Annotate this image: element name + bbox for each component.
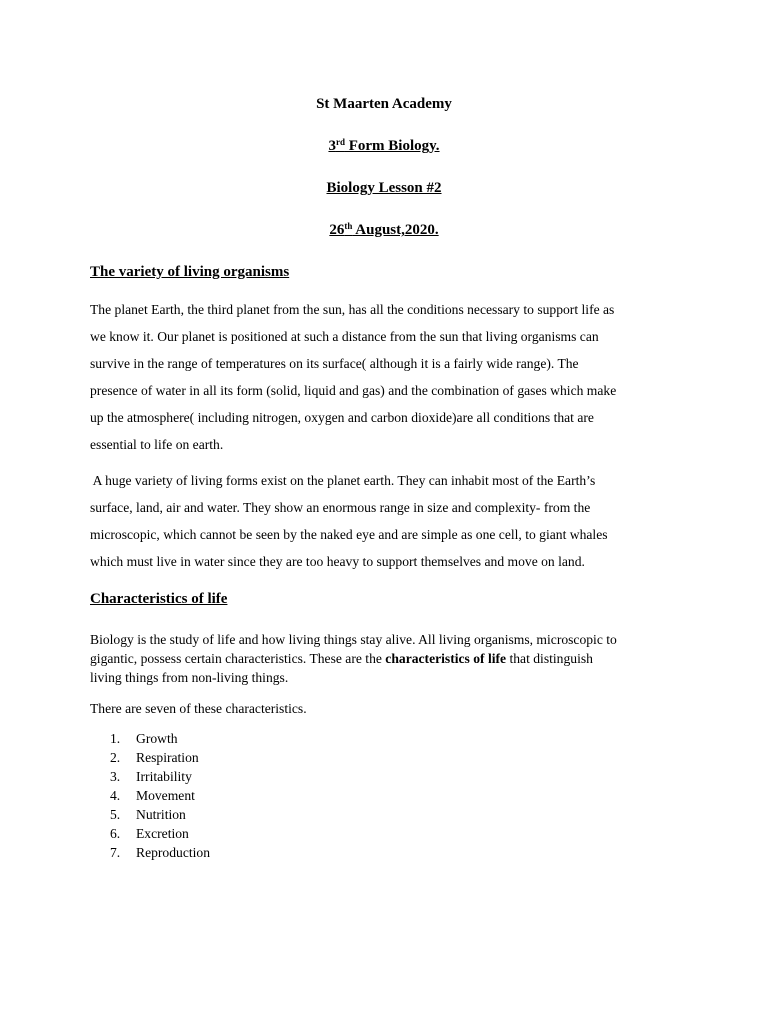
form-title-text: [328, 138, 439, 154]
list-number: 7.: [110, 845, 121, 860]
list-number: 4.: [110, 788, 121, 803]
list-label: Irritability: [136, 769, 192, 784]
lesson-date-text: [329, 222, 438, 238]
list-item: [110, 748, 210, 767]
paragraph-text: that distinguish: [506, 651, 593, 666]
characteristics-list: [110, 729, 210, 862]
date-rest: August,2020.: [352, 222, 439, 238]
school-name-text: St Maarten Academy: [316, 96, 452, 112]
list-label: Nutrition: [136, 807, 186, 822]
lesson-title-text: Biology Lesson #2: [326, 180, 442, 196]
paragraph-line: we know it. Our planet is positioned at such a distance from the sun that living organisms can: [90, 329, 599, 344]
list-label: Excretion: [136, 826, 189, 841]
list-number: 2.: [110, 750, 121, 765]
form-suffix: rd: [335, 137, 345, 147]
list-label: Growth: [136, 731, 178, 746]
date-suffix: th: [344, 221, 353, 231]
form-rest: Form Biology.: [344, 138, 440, 154]
list-label: Movement: [136, 788, 195, 803]
list-item: [110, 767, 210, 786]
paragraph-line: Biology is the study of life and how living things stay alive. All living organisms, microscopic to: [90, 632, 617, 647]
paragraph-line: surface, land, air and water. They show an enormous range in size and complexity- from the: [90, 500, 591, 515]
list-label: Respiration: [136, 750, 199, 765]
paragraph-line: survive in the range of temperatures on its surface( although it is a fairly wide range). The: [90, 356, 579, 371]
date-day: 26: [329, 222, 345, 238]
lesson-date: [0, 221, 768, 239]
paragraph-characteristics-2: [90, 699, 690, 718]
paragraph-line: There are seven of these characteristics.: [90, 701, 307, 716]
list-number: 5.: [110, 807, 121, 822]
list-item: [110, 843, 210, 862]
paragraph-line: living things from non-living things.: [90, 670, 289, 685]
paragraph-line: The planet Earth, the third planet from the sun, has all the conditions necessary to support life as: [90, 302, 615, 317]
list-number: 3.: [110, 769, 121, 784]
list-label: Reproduction: [136, 845, 210, 860]
paragraph-line: presence of water in all its form (solid, liquid and gas) and the combination of gases which make: [90, 383, 617, 398]
paragraph-text: gigantic, possess certain characteristics. These are the: [90, 651, 386, 666]
paragraph-variety-1: [90, 296, 690, 458]
lesson-title: [0, 179, 768, 197]
list-item: [110, 786, 210, 805]
list-item: [110, 729, 210, 748]
list-number: 6.: [110, 826, 121, 841]
form-number: 3: [328, 138, 336, 154]
paragraph-line: up the atmosphere( including nitrogen, oxygen and carbon dioxide)are all conditions that are: [90, 410, 594, 425]
form-title: [0, 137, 768, 155]
paragraph-line: microscopic, which cannot be seen by the naked eye and are simple as one cell, to giant whales: [90, 527, 608, 542]
paragraph-line: essential to life on earth.: [90, 437, 224, 452]
key-term: characteristics of life: [385, 651, 507, 666]
section-heading-variety: The variety of living organisms: [90, 264, 290, 280]
paragraph-variety-2: [90, 467, 690, 575]
list-item: [110, 824, 210, 843]
list-item: [110, 805, 210, 824]
paragraph-line: which must live in water since they are too heavy to support themselves and move on land.: [90, 554, 585, 569]
paragraph-line: [90, 649, 690, 668]
paragraph-characteristics-1: [90, 630, 690, 687]
list-number: 1.: [110, 731, 121, 746]
school-name: [0, 95, 768, 113]
paragraph-line: A huge variety of living forms exist on the planet earth. They can inhabit most of the Earth’s: [90, 473, 596, 488]
section-heading-characteristics: Characteristics of life: [90, 591, 228, 607]
